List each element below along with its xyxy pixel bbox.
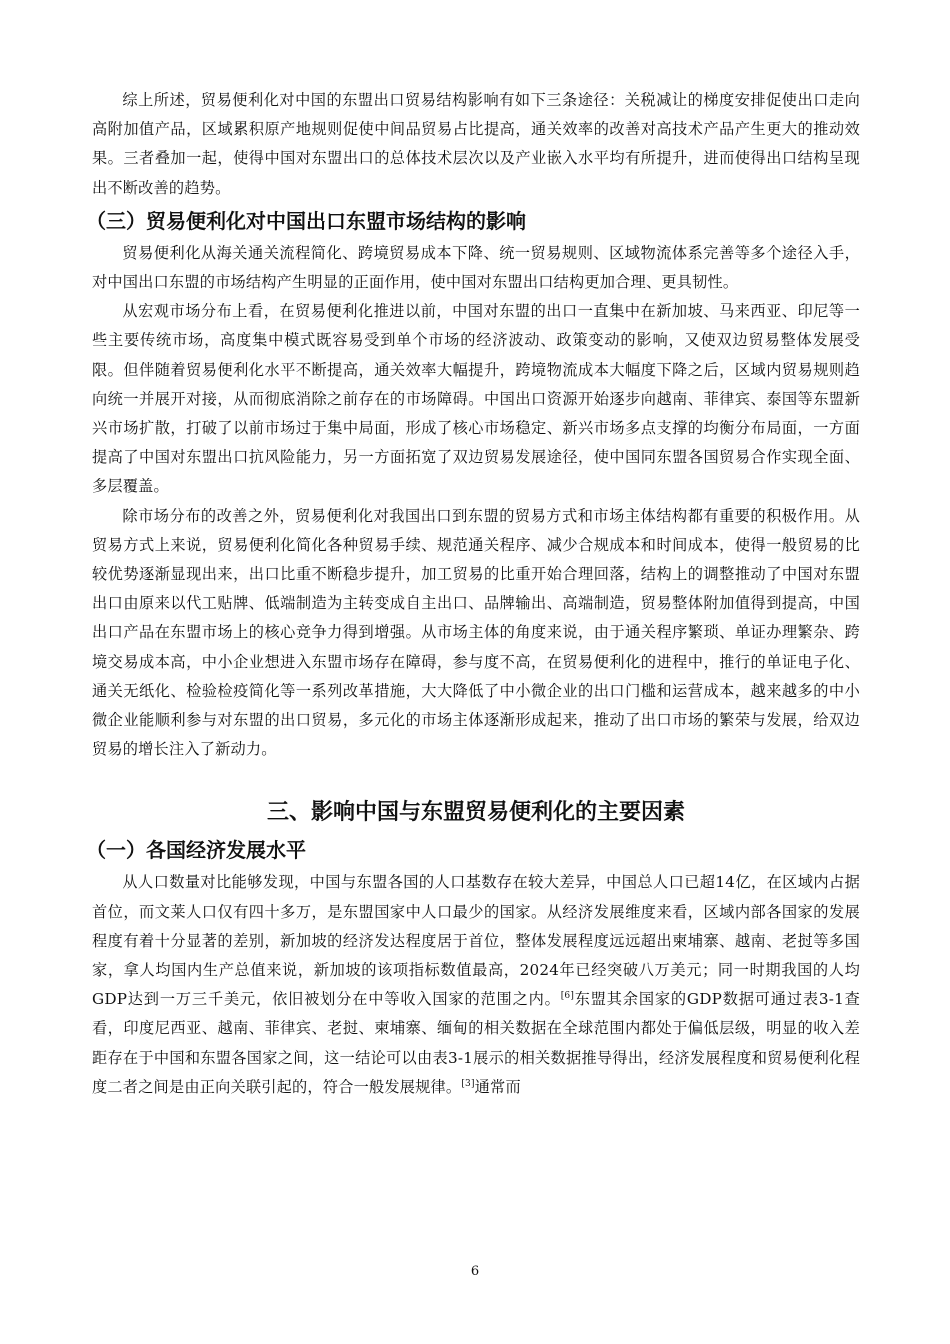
paragraph-summary: 综上所述，贸易便利化对中国的东盟出口贸易结构影响有如下三条途径：关税减让的梯度安排促使出口走向高附加值产品，区域累积原产地规则促使中间品贸易占比提高，通关效率的改善对高技术产品产生更大的推动效果。三者叠加一起，使得中国对东盟出口的总体技术层次以及产业嵌入水平均有所提升，进而使得出口结构呈现出不断改善的趋势。: [92, 91, 860, 197]
paragraph-text-part2: 东盟其余国家的GDP数据可通过表3-1查看，印度尼西亚、越南、菲律宾、老挝、柬埔寨、缅甸的相关数据在全球范围内都处于偏低层级，明显的收入差距存在于中国和东盟各国家之间，这一结论可以由表3-1展示的相关数据推导得出，经济发展程度和贸易便利化程度二者之间是由正向关联引起的，符合一般发展规律。: [92, 990, 860, 1096]
citation-6[interactable]: [6]: [560, 991, 575, 1002]
section-heading-3: （三）贸易便利化对中国出口东盟市场结构的影响: [86, 208, 526, 233]
paragraph-economic-level: [92, 868, 860, 1102]
citation-3[interactable]: [3]: [461, 1078, 475, 1089]
subsection-heading-1: （一）各国经济发展水平: [86, 838, 306, 863]
chapter-heading: 三、影响中国与东盟贸易便利化的主要因素: [266, 800, 685, 826]
page-number: 6: [470, 1264, 480, 1279]
paragraph-trade-mode: 除市场分布的改善之外，贸易便利化对我国出口到东盟的贸易方式和市场主体结构都有重要的积极作用。从贸易方式上来说，贸易便利化简化各种贸易手续、规范通关程序、减少合规成本和时间成本，使得一般贸易的比较优势逐渐显现出来，出口比重不断稳步提升，加工贸易的比重开始合理回落，结构上的调整推动了中国对东盟出口由原来以代工贴牌、低端制造为主转变成自主出口、品牌输出、高端制造，贸易整体附加值得到提高，中国出口产品在东盟市场上的核心竞争力得到增强。从市场主体的角度来说，由于通关程序繁琐、单证办理繁杂、跨境交易成本高，中小企业想进入东盟市场存在障碍，参与度不高，在贸易便利化的进程中，推行的单证电子化、通关无纸化、检验检疫简化等一系列改革措施，大大降低了中小微企业的出口门槛和运营成本，越来越多的中小微企业能顺利参与对东盟的出口贸易，多元化的市场主体逐渐形成起来，推动了出口市场的繁荣与发展，给双边贸易的增长注入了新动力。: [92, 506, 860, 759]
paragraph-text-part3: 通常而: [474, 1077, 521, 1096]
paragraph-text-part1: 从人口数量对比能够发现，中国与东盟各国的人口基数存在较大差异，中国总人口已超14亿，在区域内占据首位，而文莱人口仅有四十多万，是东盟国家中人口最少的国家。从经济发展维度来看，区域内部各国家的发展程度有着十分显著的差别，新加坡的经济发达程度居于首位，整体发展程度远远超出柬埔寨、越南、老挝等多国家，拿人均国内生产总值来说，新加坡的该项指标数值最高，2024年已经突破八万美元；同一时期我国的人均GDP达到一万三千美元，依旧被划分在中等收入国家的范围之内。: [92, 873, 860, 1009]
paragraph-market-intro: 贸易便利化从海关通关流程简化、跨境贸易成本下降、统一贸易规则、区域物流体系完善等多个途径入手，对中国出口东盟的市场结构产生明显的正面作用，使中国对东盟出口结构更加合理、更具韧性。: [92, 243, 860, 292]
document-body: [86, 86, 860, 1102]
paragraph-macro-market: 从宏观市场分布上看，在贸易便利化推进以前，中国对东盟的出口一直集中在新加坡、马来西亚、印尼等一些主要传统市场，高度集中模式既容易受到单个市场的经济波动、政策变动的影响，又使双边贸易整体发展受限。但伴随着贸易便利化水平不断提高，通关效率大幅提升，跨境物流成本大幅度下降之后，区域内贸易规则趋向统一并展开对接，从而彻底消除之前存在的市场障碍。中国出口资源开始逐步向越南、菲律宾、泰国等东盟新兴市场扩散，打破了以前市场过于集中局面，形成了核心市场稳定、新兴市场多点支撑的均衡分布局面，一方面提高了中国对东盟出口抗风险能力，另一方面拓宽了双边贸易发展途径，使中国同东盟各国贸易合作实现全面、多层覆盖。: [92, 302, 860, 496]
